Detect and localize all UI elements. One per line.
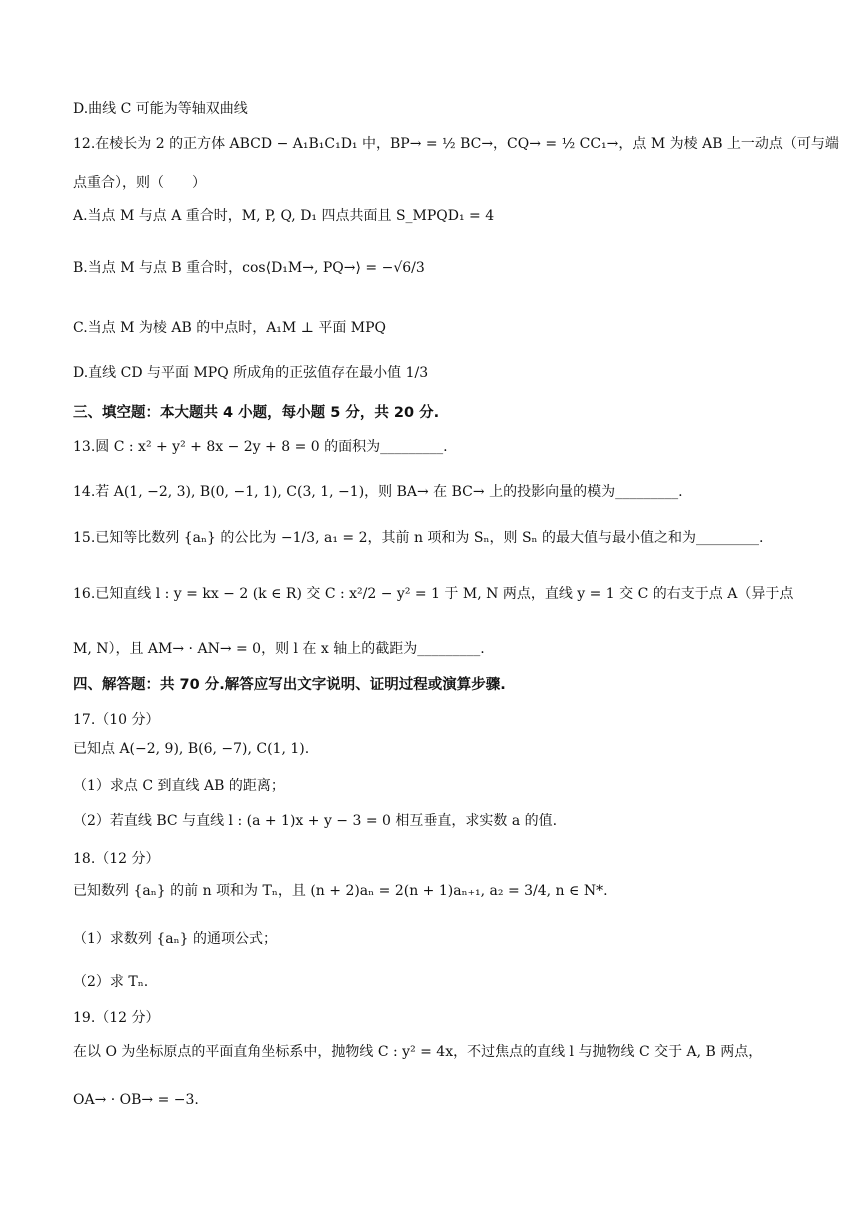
question-14: 14.若 A(1, −2, 3), B(0, −1, 1), C(3, 1, −1)，则 BA→ 在 BC→ 上的投影向量的模为_________.	[73, 484, 683, 500]
question-18-title: 18.（12 分）	[73, 851, 160, 867]
question-19-title: 19.（12 分）	[73, 1010, 160, 1026]
question-18-part-1: （1）求数列 {aₙ} 的通项公式；	[73, 931, 278, 947]
question-12-option-c: C.当点 M 为棱 AB 的中点时，A₁M ⊥ 平面 MPQ	[73, 320, 387, 336]
question-17-part-2: （2）若直线 BC 与直线 l : (a + 1)x + y − 3 = 0 相互垂直，求实数 a 的值.	[73, 813, 558, 829]
option-d-11: D.曲线 C 可能为等轴双曲线	[73, 101, 248, 117]
section-4-heading: 四、解答题：共 70 分.解答应写出文字说明、证明过程或演算步骤.	[73, 677, 506, 693]
question-16-stem-cont: M, N），且 AM→ · AN→ = 0，则 l 在 x 轴上的截距为_________.	[73, 641, 485, 657]
question-13: 13.圆 C : x² + y² + 8x − 2y + 8 = 0 的面积为_________.	[73, 439, 448, 455]
question-16-stem: 16.已知直线 l : y = kx − 2 (k ∈ R) 交 C : x²/2 − y² = 1 于 M, N 两点，直线 y = 1 交 C 的右支于点 A（异于点	[73, 586, 794, 602]
question-12-stem: 12.在棱长为 2 的正方体 ABCD − A₁B₁C₁D₁ 中，BP→ = ½ BC→，CQ→ = ½ CC₁→，点 M 为棱 AB 上一动点（可与端	[73, 136, 839, 152]
question-19-given: 在以 O 为坐标原点的平面直角坐标系中，抛物线 C : y² = 4x，不过焦点的直线 l 与抛物线 C 交于 A, B 两点，	[73, 1044, 763, 1060]
section-3-heading: 三、填空题：本大题共 4 小题，每小题 5 分，共 20 分.	[73, 405, 440, 421]
question-12-option-a: A.当点 M 与点 A 重合时，M, P, Q, D₁ 四点共面且 S_MPQD₁ = 4	[73, 208, 495, 224]
question-18-given: 已知数列 {aₙ} 的前 n 项和为 Tₙ，且 (n + 2)aₙ = 2(n + 1)aₙ₊₁, a₂ = 3/4, n ∈ N*.	[73, 883, 608, 899]
question-19-given-cont: OA→ · OB→ = −3.	[73, 1092, 199, 1108]
question-17-title: 17.（10 分）	[73, 712, 160, 728]
question-12-stem-cont: 点重合），则（ ）	[73, 175, 206, 191]
question-12-option-d: D.直线 CD 与平面 MPQ 所成角的正弦值存在最小值 1/3	[73, 365, 429, 381]
question-17-given: 已知点 A(−2, 9), B(6, −7), C(1, 1).	[73, 741, 310, 757]
question-18-part-2: （2）求 Tₙ.	[73, 974, 149, 990]
question-15: 15.已知等比数列 {aₙ} 的公比为 −1/3, a₁ = 2，其前 n 项和为 Sₙ，则 Sₙ 的最大值与最小值之和为_________.	[73, 530, 764, 546]
question-12-option-b: B.当点 M 与点 B 重合时，cos⟨D₁M→, PQ→⟩ = −√6/3	[73, 260, 425, 276]
question-17-part-1: （1）求点 C 到直线 AB 的距离；	[73, 778, 285, 794]
